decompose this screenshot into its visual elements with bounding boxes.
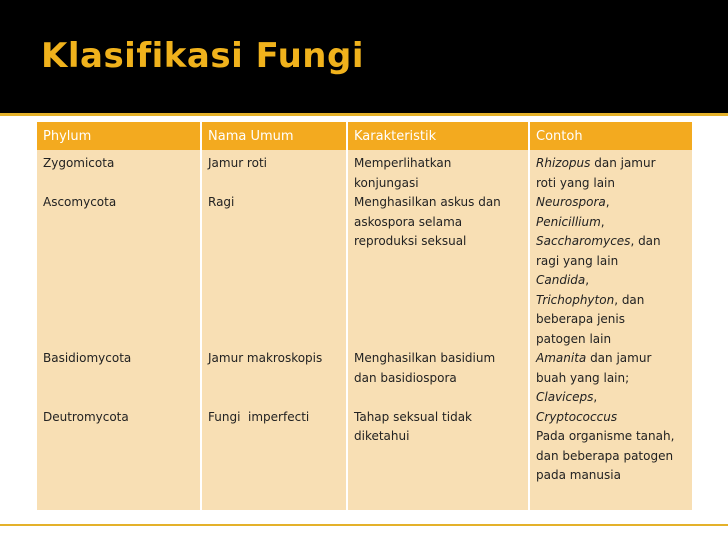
contoh-claviceps: Claviceps: [536, 390, 594, 404]
karakteristik-zygo: Memperlihatkan konjungasi: [354, 156, 452, 190]
contoh-asco-3-rest: , dan ragi yang lain: [536, 234, 661, 268]
nama-umum-jamur-makroskopis: Jamur makroskopis: [208, 351, 323, 365]
contoh-cryptococcus: Cryptococcus: [536, 409, 618, 424]
phylum-zygomicota: Zygomicota: [43, 156, 115, 170]
contoh-amanita: Amanita: [536, 351, 587, 365]
slide-title: Klasifikasi Fungi: [41, 36, 364, 76]
phylum-cell: [37, 150, 201, 510]
nama-umum-ragi: Ragi: [208, 195, 235, 209]
nama-umum-fungi-imperfecti: Fungi imperfecti: [208, 409, 310, 424]
phylum-deutromycota: Deutromycota: [43, 409, 129, 424]
header-contoh: Contoh: [529, 122, 692, 150]
contoh-neurospora: Neurospora: [536, 195, 606, 209]
contoh-trichophyton: Trichophyton: [536, 292, 615, 307]
nama-umum-cell: [201, 150, 347, 510]
divider-bottom: [0, 524, 728, 526]
contoh-penicillium: Penicillium: [536, 214, 601, 229]
contoh-deutro: Pada organisme tanah, dan beberapa patogen pada manusia: [536, 429, 675, 482]
nama-umum-jamur-roti: Jamur roti: [208, 156, 267, 170]
slide-header: [0, 0, 728, 113]
contoh-asco-5-rest: , dan beberapa jenis patogen lain: [536, 292, 645, 346]
divider-top: [0, 113, 728, 116]
karakteristik-deutro: Tahap seksual tidak diketahui: [354, 409, 472, 443]
header-nama-umum: Nama Umum: [201, 122, 347, 150]
karakteristik-basidio: Menghasilkan basidium dan basidiospora: [354, 351, 496, 385]
contoh-cell: Rhizopus dan jamur roti yang lain Neurospora, Penicillium, Saccharomyces, dan ragi yang lain Candida, Trichophyton, dan beberapa jenis patogen lain Amanita dan jamur buah yang lain; Claviceps, Cryptococcus Pada organisme tanah, dan beberapa patogen pada manusia: [529, 150, 692, 510]
contoh-saccharomyces: Saccharomyces: [536, 234, 631, 248]
table-header-row: [37, 122, 692, 150]
contoh-candida: Candida: [536, 273, 586, 287]
karakteristik-asco: Menghasilkan askus dan askospora selama reproduksi seksual: [354, 195, 501, 248]
contoh-basidio-rest: dan jamur buah yang lain;: [536, 351, 652, 385]
header-phylum: Phylum: [37, 122, 201, 150]
table-row: [37, 150, 692, 510]
phylum-basidiomycota: Basidiomycota: [43, 351, 132, 365]
contoh-zygo-rest: dan jamur roti yang lain: [536, 156, 656, 190]
fungi-classification-table: [37, 122, 692, 510]
header-karakteristik: Karakteristik: [347, 122, 529, 150]
contoh-rhizopus: Rhizopus: [536, 156, 591, 170]
karakteristik-cell: [347, 150, 529, 510]
phylum-ascomycota: Ascomycota: [43, 195, 117, 209]
